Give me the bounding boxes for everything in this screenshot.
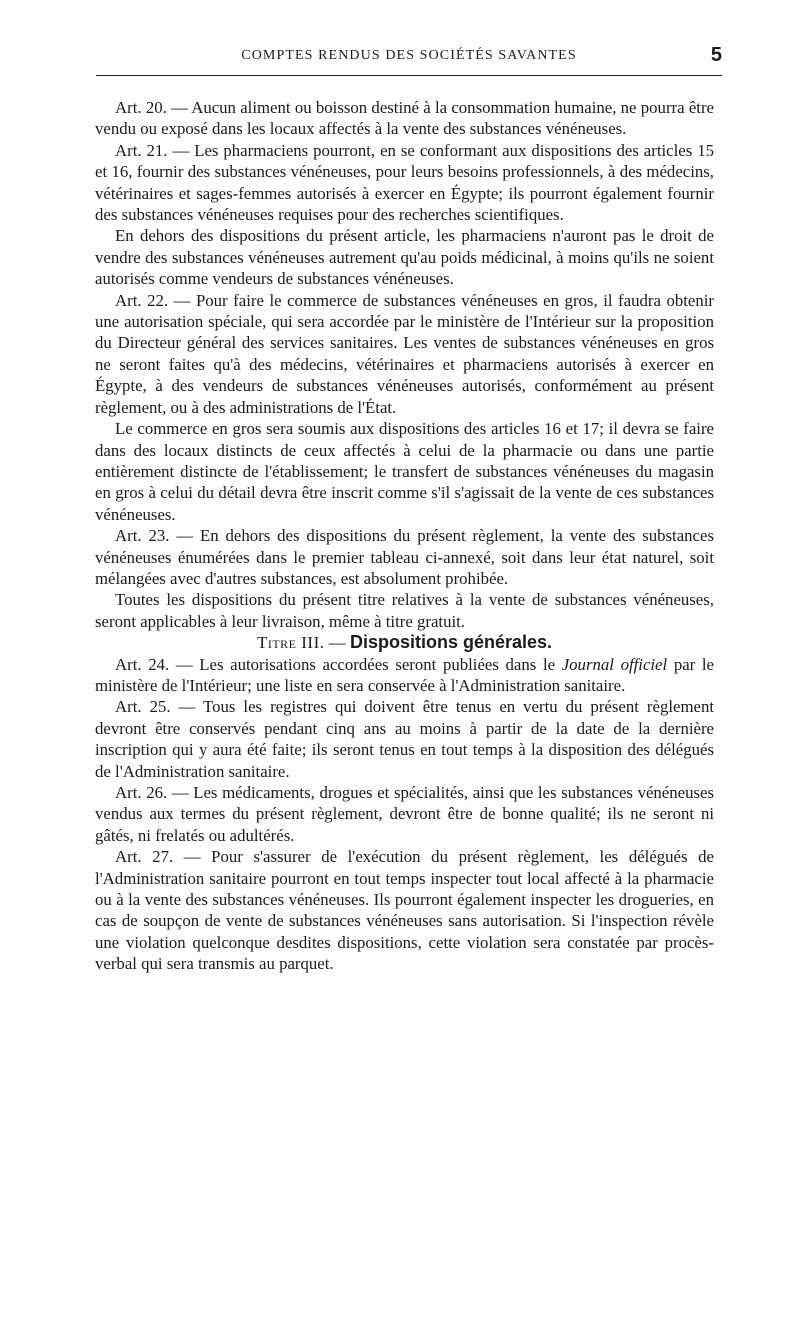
running-title: COMPTES RENDUS DES SOCIÉTÉS SAVANTES [241, 48, 577, 63]
art24-text-start: Art. 24. — Les autorisations accordées seront publiées dans le [115, 654, 562, 674]
body-text [95, 97, 714, 975]
paragraph-art-25: Art. 25. — Tous les registres qui doivent être tenus en vertu du présent règlement devront être conservés pendant cinq ans au moins à partir de la date de la dernière inscription qui y aura été faite; ils seront tenus en tout temps à la disposition des délégués de l'Administration sanitaire. [95, 697, 714, 781]
journal-title: Journal officiel [561, 654, 668, 674]
paragraph: Toutes les dispositions du présent titre relatives à la vente de substances vénéneuses, seront applicables à leur livraison, même à titre gratuit. [95, 590, 714, 631]
paragraph-art-26: Art. 26. — Les médicaments, drogues et spécialités, ainsi que les substances vénéneuses vendus aux termes du présent règlement, devront être de bonne qualité; ils ne seront ni gâtés, ni frelatés ou adultérés. [95, 783, 714, 845]
section-dash: — [324, 633, 350, 653]
section-label: Titre III. [256, 633, 325, 653]
paragraph-art-23: Art. 23. — En dehors des dispositions du présent règlement, la vente des substances vénéneuses énumérées dans le premier tableau ci-annexé, soit dans leur état naturel, soit mélangées avec d'autres substances, est absolument prohibée. [95, 526, 714, 588]
paragraph-art-22: Art. 22. — Pour faire le commerce de substances vénéneuses en gros, il faudra obtenir une autorisation spéciale, qui sera accordée par le ministère de l'Intérieur sur la proposition du Directeur général des services sanitaires. Les ventes de substances vénéneuses en gros ne seront faites qu'à des médecins, vétérinaires et pharmaciens autorisés à exercer en Égypte, à des vendeurs de substances vénéneuses autorisés, conformément au présent règlement, ou à des administrations de l'État. [95, 290, 714, 417]
page-number: 5 [710, 44, 722, 66]
header-rule [96, 75, 722, 76]
paragraph: Le commerce en gros sera soumis aux dispositions des articles 16 et 17; il devra se faire dans des locaux distincts de ceux affectés à celui de la pharmacie ou dans une partie entièrement distincte de l'établissement; le transfert de substances vénéneuses du magasin en gros à celui du détail devra être inscrit comme s'il s'agissait de la vente de ces substances vénéneuses. [95, 419, 714, 524]
art24-text-end: par le ministère de l'Intérieur; une liste en sera conservée à l'Administration sanitaire. [95, 654, 714, 695]
paragraph: En dehors des dispositions du présent article, les pharmaciens n'auront pas le droit de vendre des substances vénéneuses autrement qu'au poids médicinal, à moins qu'ils ne soient autorisés comme vendeurs de substances vénéneuses. [95, 226, 714, 289]
section-title [95, 632, 714, 653]
paragraph-art-27: Art. 27. — Pour s'assurer de l'exécution du présent règlement, les délégués de l'Administration sanitaire pourront en tout temps inspecter tout local affecté à la pharmacie ou à la vente des substances vénéneuses. Ils pourront également inspecter les drogueries, en cas de soupçon de vente de substances vénéneuses sans autorisation. Si l'inspection révèle une violation quelconque desdites dispositions, cette violation sera constatée par procès-verbal qui sera transmis au parquet. [95, 847, 714, 974]
paragraph-art-24 [95, 654, 714, 697]
page-header [96, 46, 722, 70]
section-name: Dispositions générales. [349, 632, 553, 653]
paragraph-art-20: Art. 20. — Aucun aliment ou boisson destiné à la consommation humaine, ne pourra être vendu ou exposé dans les locaux affectés à la vente des substances vénéneuses. [95, 98, 714, 139]
paragraph-art-21: Art. 21. — Les pharmaciens pourront, en se conformant aux dispositions des articles 15 et 16, fournir des substances vénéneuses, pour leurs besoins professionnels, à des médecins, vétérinaires et sages-femmes autorisés à exercer en Égypte; ils pourront également fournir des substances vénéneuses requises pour des recherches scientifiques. [95, 140, 714, 225]
